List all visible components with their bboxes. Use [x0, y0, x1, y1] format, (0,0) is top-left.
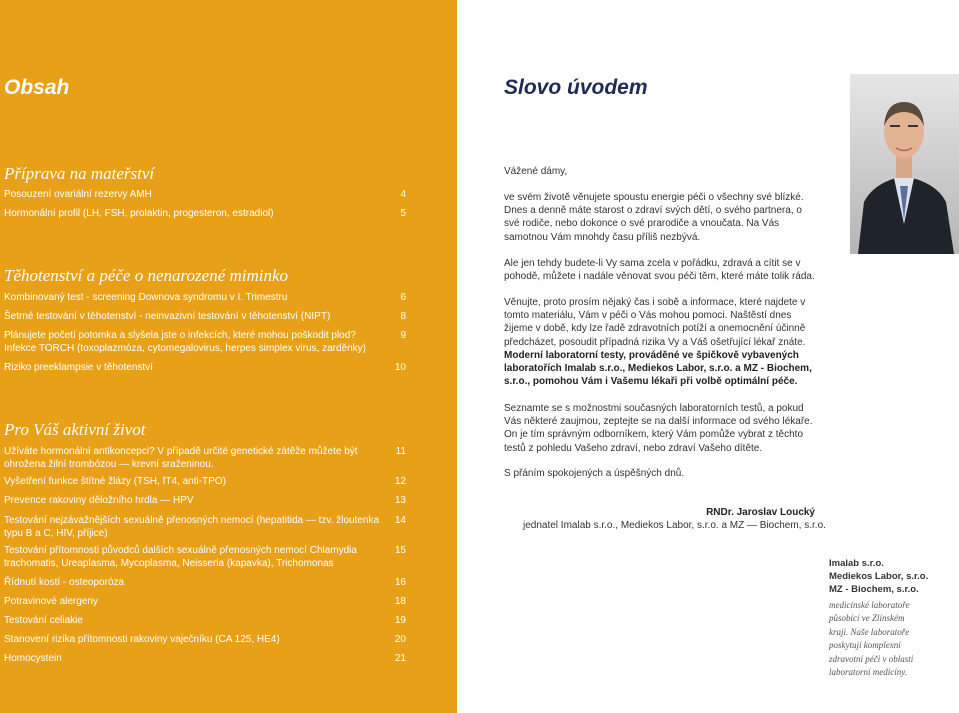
toc-item-page: 15 [394, 545, 406, 556]
company-name: Imalab s.r.o. [829, 558, 884, 569]
toc-panel [0, 0, 457, 713]
toc-item-text: Hormonální profil (LH, FSH, prolaktin, progesteron, estradiol) [4, 208, 274, 219]
section-title: Těhotenství a péče o nenarozené miminko [4, 266, 289, 285]
toc-item-page: 9 [400, 330, 406, 341]
toc-item[interactable] [4, 577, 406, 590]
toc-item-page: 21 [394, 653, 406, 664]
toc-item-text: Testování přítomnosti původců dalších sexuálně přenosných nemocí Chlamydia trachomatis, Ureaplasma, Mycoplasma, Neisseria (kapavka), Trichomonas [4, 545, 357, 569]
toc-item[interactable] [4, 311, 406, 324]
toc-item[interactable] [4, 189, 406, 202]
toc-item-text: Potravinové alergeny [4, 596, 98, 607]
toc-item-page: 8 [400, 311, 406, 322]
toc-item-page: 12 [394, 476, 406, 487]
toc-item[interactable] [4, 292, 406, 305]
toc-heading: Obsah [4, 76, 70, 99]
toc-item-page: 19 [394, 615, 406, 626]
toc-item[interactable] [4, 615, 406, 628]
toc-item-page: 14 [394, 515, 406, 526]
toc-item-text: Testování celiakie [4, 615, 83, 626]
portrait-image [850, 74, 959, 254]
toc-item-text: Vyšetření funkce štítné žlázy (TSH, fT4, anti-TPO) [4, 476, 226, 487]
section-title: Příprava na mateřství [4, 164, 155, 183]
toc-item-page: 13 [394, 495, 406, 506]
toc-item[interactable] [4, 515, 406, 540]
toc-item-page: 4 [400, 189, 406, 200]
signature-role: jednatel Imalab s.r.o., Mediekos Labor, s.r.o. a MZ — Biochem, s.r.o. [523, 520, 826, 531]
toc-item[interactable] [4, 330, 406, 355]
toc-item-text: Šetrné testování v těhotenství - neinvazivní testování v těhotenství (NIPT) [4, 311, 331, 322]
toc-item-text: Prevence rakoviny děložního hrdla — HPV [4, 495, 194, 506]
toc-item-page: 11 [395, 446, 406, 457]
toc-item[interactable] [4, 362, 406, 375]
closing: S přáním spokojených a úspěšných dnů. [504, 468, 685, 479]
toc-item[interactable] [4, 653, 406, 666]
section-title: Pro Váš aktivní život [4, 420, 146, 439]
toc-item-text: Kombinovaný test - screening Downova syndromu v I. Trimestru [4, 292, 288, 303]
toc-item-page: 5 [400, 208, 406, 219]
toc-item-text: Plánujete početí potomka a slyšela jste o infekcích, které mohou poškodit plod? Infekce TORCH (toxoplazmóza, cytomegalovirus, herpes simplex virus, zarděnky) [4, 330, 366, 354]
intro-paragraph: Ale jen tehdy budete-li Vy sama zcela v pořádku, zdravá a cítit se v pohodě, můžete i nadále věnovat svou péči těm, které máte tolik ráda. [504, 258, 815, 283]
toc-item-text: Posouzení ovariální rezervy AMH [4, 189, 152, 200]
toc-item-text: Užíváte hormonální antikoncepci? V případě určité genetické zátěže můžete být ohrožena žilní trombózou — krevní sraženinou. [4, 446, 358, 470]
paragraph-emphasis: Moderní laboratorní testy, prováděné ve špičkově vybavených laboratořích Imalab s.r.o., Mediekos Labor, s.r.o. a MZ - Biochem, s.r.o., pomohou Vám i Vašemu lékaři při volbě optimální péče. [504, 349, 812, 388]
intro-heading: Slovo úvodem [504, 76, 648, 99]
toc-item-text: Řídnutí kostí - osteoporóza [4, 577, 125, 588]
company-name: MZ - Biochem, s.r.o. [829, 584, 919, 596]
toc-item-page: 16 [394, 577, 406, 588]
signature-name: RNDr. Jaroslav Loucký [706, 507, 815, 518]
toc-item-page: 18 [394, 596, 406, 607]
toc-item[interactable] [4, 208, 406, 221]
toc-item[interactable] [4, 545, 406, 570]
toc-item-page: 6 [400, 292, 406, 303]
company-list [829, 557, 928, 597]
intro-paragraph: ve svém životě věnujete spoustu energie péči o všechny své blízké. Dnes a denně máte starost o zdraví svých dětí, o svého partnera, o své rodiče, nebo dokonce o své prarodiče a vnoučata. Na Vás samotnou Vám mnohdy času příliš nezbývá. [504, 192, 804, 243]
toc-item-text: Testování nejzávažnějších sexuálně přenosných nemocí (hepatitida — tzv. žloutenka typu B a C, HIV, příjice) [4, 515, 380, 539]
toc-item-text: Homocystein [4, 653, 62, 664]
toc-item[interactable] [4, 476, 406, 489]
toc-item[interactable] [4, 596, 406, 609]
sidebar-note: medicínské laboratoře působící ve Zlínském kraji. Naše laboratoře poskytují komplexní zdravotní péči v oblasti laboratorní medicíny. [829, 600, 914, 678]
greeting: Vážené dámy, [504, 166, 568, 177]
toc-item-page: 10 [394, 362, 406, 373]
toc-item-text: Stanovení rizika přítomnosti rakoviny vaječníku (CA 125, HE4) [4, 634, 280, 645]
intro-paragraph: Seznamte se s možnostmi současných laboratorních testů, a pokud Vás některé zaujmou, zeptejte se na další informace od svého lékaře. On je tím správným odborníkem, který Vám pomůže vybrat z těchto testů z pohledu Vašeho zdraví, nebo zdraví Vašeho dítěte. [504, 403, 813, 454]
author-photo [850, 74, 959, 254]
toc-item[interactable] [4, 495, 406, 508]
intro-paragraph [504, 296, 818, 388]
company-name: Mediekos Labor, s.r.o. [829, 571, 929, 583]
paragraph-text: Věnujte, proto prosím nějaký čas i sobě a informace, které najdete v tomto materiálu, Vám v péči o Vás mohou pomoci. Naštěstí dnes žijeme v době, kdy lze řadě zdravotních potíží a onemocnění účinně předcházet, posoudit případná rizika Vy a Váš ošetřující lékař znáte. [504, 297, 806, 348]
toc-item[interactable] [4, 446, 406, 471]
toc-item-page: 20 [394, 634, 406, 645]
toc-item-text: Riziko preeklampsie v těhotenství [4, 362, 153, 373]
toc-item[interactable] [4, 634, 406, 647]
